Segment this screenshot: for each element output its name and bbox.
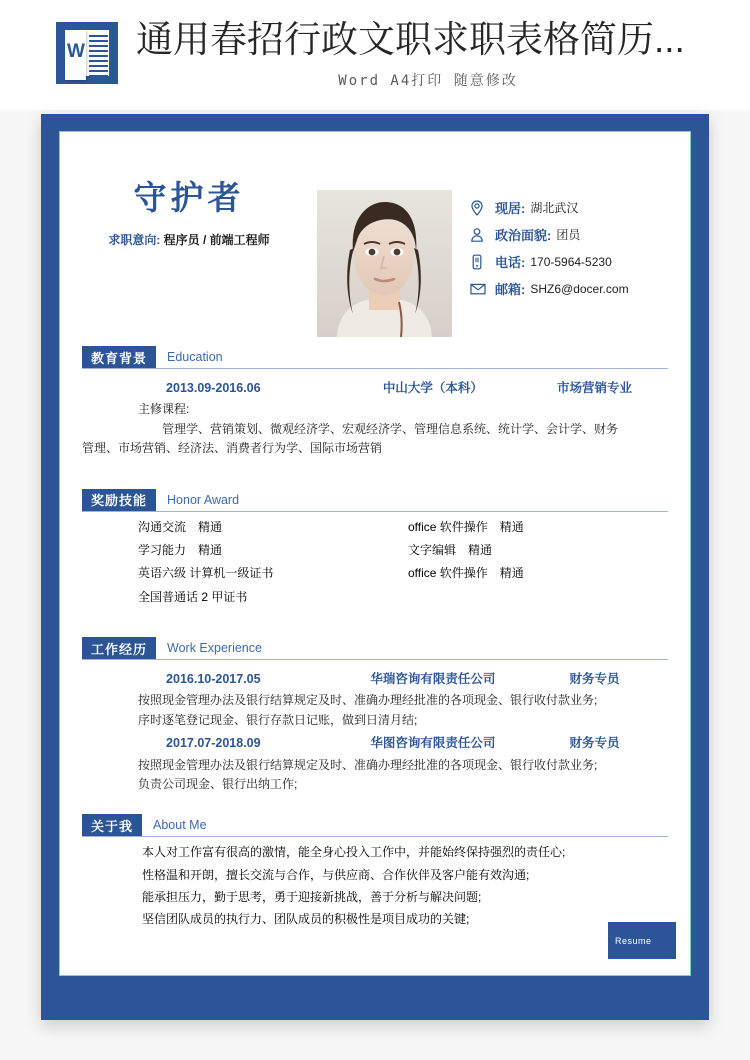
- skill-right: [408, 586, 668, 609]
- applicant-name: 守护者: [133, 179, 245, 216]
- contact-label: 电话:: [495, 255, 526, 270]
- word-document-icon: [56, 22, 118, 84]
- section-tab-work: 工作经历: [82, 637, 156, 659]
- work-company: 华图咨询有限责任公司: [370, 736, 496, 751]
- contact-list: [470, 194, 691, 302]
- contact-value: 湖北武汉: [530, 201, 579, 215]
- work-role: 财务专员: [569, 736, 620, 751]
- section-tab-education: 教育背景: [82, 346, 156, 368]
- courses-line-2: 管理、市场营销、经济法、消费者行为学、国际市场营销: [82, 441, 383, 456]
- work-date: 2016.10-2017.05: [166, 672, 261, 687]
- contact-label: 邮箱:: [495, 282, 526, 297]
- work-desc-line: 按照现金管理办法及银行结算规定及时、准确办理经批准的各项现金、银行收付款业务;: [138, 693, 598, 708]
- skill-row: [138, 539, 668, 562]
- skill-left: 英语六级 计算机一级证书: [138, 566, 274, 581]
- courses-label: 主修课程:: [138, 402, 190, 417]
- contact-value: 团员: [556, 228, 581, 242]
- section-body-work: [82, 660, 668, 794]
- contact-label: 政治面貌:: [495, 228, 552, 243]
- word-icon-letter: W: [67, 41, 85, 62]
- topbar-title-wrap: [136, 20, 750, 90]
- education-entry-heading: [82, 375, 668, 400]
- courses-line-1: 管理学、营销策划、微观经济学、宏观经济学、管理信息系统、统计学、会计学、财务: [162, 421, 619, 436]
- work-desc-line: 序时逐笔登记现金、银行存款日记账，做到日清月结;: [138, 712, 418, 727]
- section-about-me: [60, 814, 690, 930]
- document-topbar: [0, 0, 750, 110]
- section-header: [82, 637, 668, 660]
- job-intent-label: 求职意向:: [108, 232, 161, 247]
- applicant-photo: [317, 190, 452, 337]
- section-body-education: [82, 369, 668, 459]
- job-intent-value: 程序员 / 前端工程师: [163, 232, 270, 247]
- work-entry-heading: [82, 666, 668, 691]
- work-company: 华瑞咨询有限责任公司: [370, 672, 496, 687]
- work-desc-line: 负责公司现金、银行出纳工作;: [138, 776, 298, 791]
- contact-value: 170-5964-5230: [530, 254, 612, 269]
- document-subtitle: Word A4打印 随意修改: [338, 72, 518, 89]
- name-block: [60, 178, 318, 248]
- about-line: 性格温和开朗，擅长交流与合作，与供应商、合作伙伴及客户能有效沟通;: [142, 867, 530, 882]
- education-date: 2013.09-2016.06: [166, 381, 261, 395]
- skill-right: office 软件操作 精通: [408, 519, 524, 534]
- skill-left: 全国普通话 2 甲证书: [138, 589, 248, 604]
- contact-row: [470, 248, 691, 275]
- topbar-content: [0, 0, 750, 90]
- section-education: [60, 346, 690, 459]
- contact-row: [470, 275, 691, 302]
- section-subtitle-honor: Honor Award: [167, 492, 240, 507]
- contact-row: [470, 194, 691, 221]
- envelope-icon: [470, 281, 490, 297]
- about-line: 本人对工作富有很高的激情，能全身心投入工作中，并能始终保持强烈的责任心;: [142, 845, 566, 860]
- section-subtitle-work: Work Experience: [167, 641, 262, 656]
- location-pin-icon: [470, 200, 490, 216]
- resume-header: [60, 132, 690, 346]
- job-intent: [60, 231, 318, 248]
- skill-row: [138, 562, 668, 585]
- resume-watermark-badge: Resume: [608, 922, 676, 959]
- skill-row: [138, 586, 668, 609]
- skill-right: 文字编辑 精通: [408, 542, 493, 557]
- phone-icon: [470, 254, 490, 270]
- word-icon-lines: [89, 35, 108, 80]
- contact-value: SHZ6@docer.com: [530, 281, 629, 296]
- skill-left: 沟通交流 精通: [138, 519, 223, 534]
- document-title: 通用春招行政文职求职表格简历...: [136, 20, 685, 60]
- skills-grid: [82, 512, 668, 610]
- about-body: [82, 837, 668, 930]
- section-honor-award: [60, 489, 690, 610]
- work-desc-line: 按照现金管理办法及银行结算规定及时、准确办理经批准的各项现金、银行收付款业务;: [138, 757, 598, 772]
- section-tab-about: 关于我: [82, 814, 142, 836]
- contact-row: [470, 221, 691, 248]
- education-major: 市场营销专业: [557, 381, 633, 395]
- section-header: [82, 489, 668, 512]
- section-subtitle-about: About Me: [153, 818, 207, 833]
- work-entry-heading: [82, 730, 668, 755]
- skill-row: [138, 516, 668, 539]
- section-subtitle-education: Education: [167, 350, 223, 364]
- about-line: 能承担压力，勤于思考，勇于迎接新挑战，善于分析与解决问题;: [142, 889, 482, 904]
- education-school: 中山大学（本科）: [382, 381, 483, 395]
- skill-right: office 软件操作 精通: [408, 566, 524, 581]
- resume-page: [59, 131, 691, 976]
- work-role: 财务专员: [569, 672, 620, 687]
- about-line: 坚信团队成员的执行力、团队成员的积极性是项目成功的关键;: [142, 911, 470, 926]
- section-header: [82, 346, 668, 369]
- section-work-experience: [60, 637, 690, 794]
- skill-left: 学习能力 精通: [138, 542, 223, 557]
- person-icon: [470, 227, 490, 243]
- section-header: [82, 814, 668, 837]
- section-tab-honor: 奖励技能: [82, 489, 156, 511]
- contact-label: 现居:: [495, 201, 526, 216]
- resume-page-frame: [41, 114, 709, 1020]
- work-date: 2017.07-2018.09: [166, 736, 261, 751]
